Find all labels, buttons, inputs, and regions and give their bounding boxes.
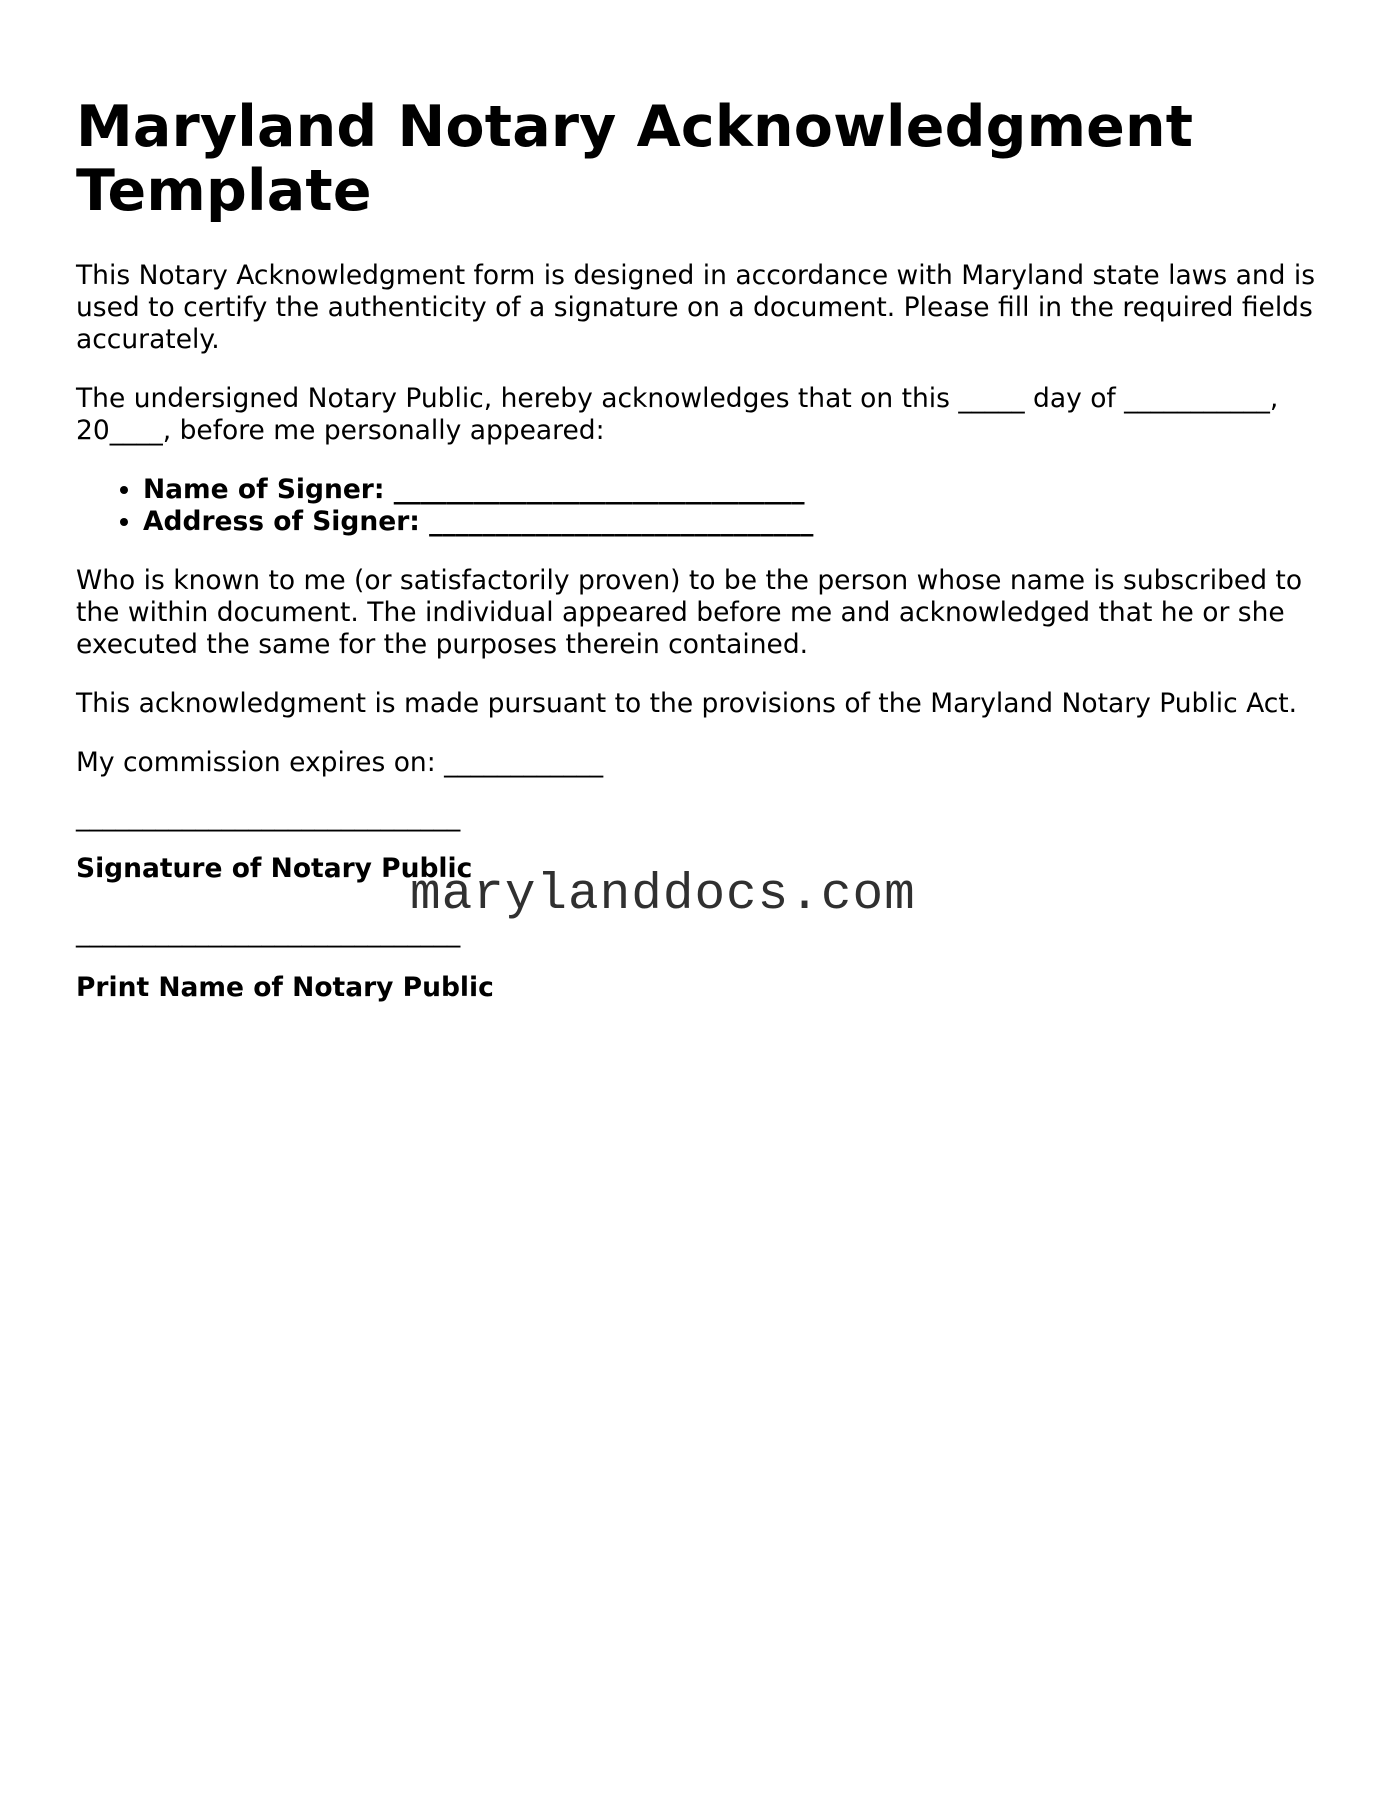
document-title: Maryland Notary Acknowledgment Template (76, 94, 1194, 224)
undersigned-paragraph: The undersigned Notary Public, hereby acknowledges that on this _____ day of ___________, 20____, before me personally appeared: (76, 383, 1279, 446)
signature-line: _____________________________ (76, 801, 461, 832)
pursuant-paragraph: This acknowledgment is made pursuant to the provisions of the Maryland Notary Public Act. (76, 688, 1298, 719)
intro-paragraph: This Notary Acknowledgment form is designed in accordance with Maryland state laws and is used to certify the authenticity of a signature on a document. Please fill in the required fields accurately. (76, 260, 1316, 355)
print-name-line: _____________________________ (76, 917, 461, 948)
known-paragraph: Who is known to me (or satisfactorily proven) to be the person whose name is subscribed to the within document. The individual appeared before me and acknowledged that he or she executed the same for the purposes therein contained. (76, 565, 1303, 660)
name-of-signer-field: • Name of Signer: _______________________________ (143, 474, 1316, 506)
commission-expiry-field: My commission expires on: ____________ (76, 747, 604, 778)
address-of-signer-field: • Address of Signer: _____________________________ (143, 506, 1316, 538)
watermark: marylanddocs.com (410, 867, 916, 924)
signature-label: Signature of Notary Public (76, 853, 473, 884)
signer-fields-list (76, 474, 1316, 538)
print-name-label: Print Name of Notary Public (76, 972, 494, 1003)
